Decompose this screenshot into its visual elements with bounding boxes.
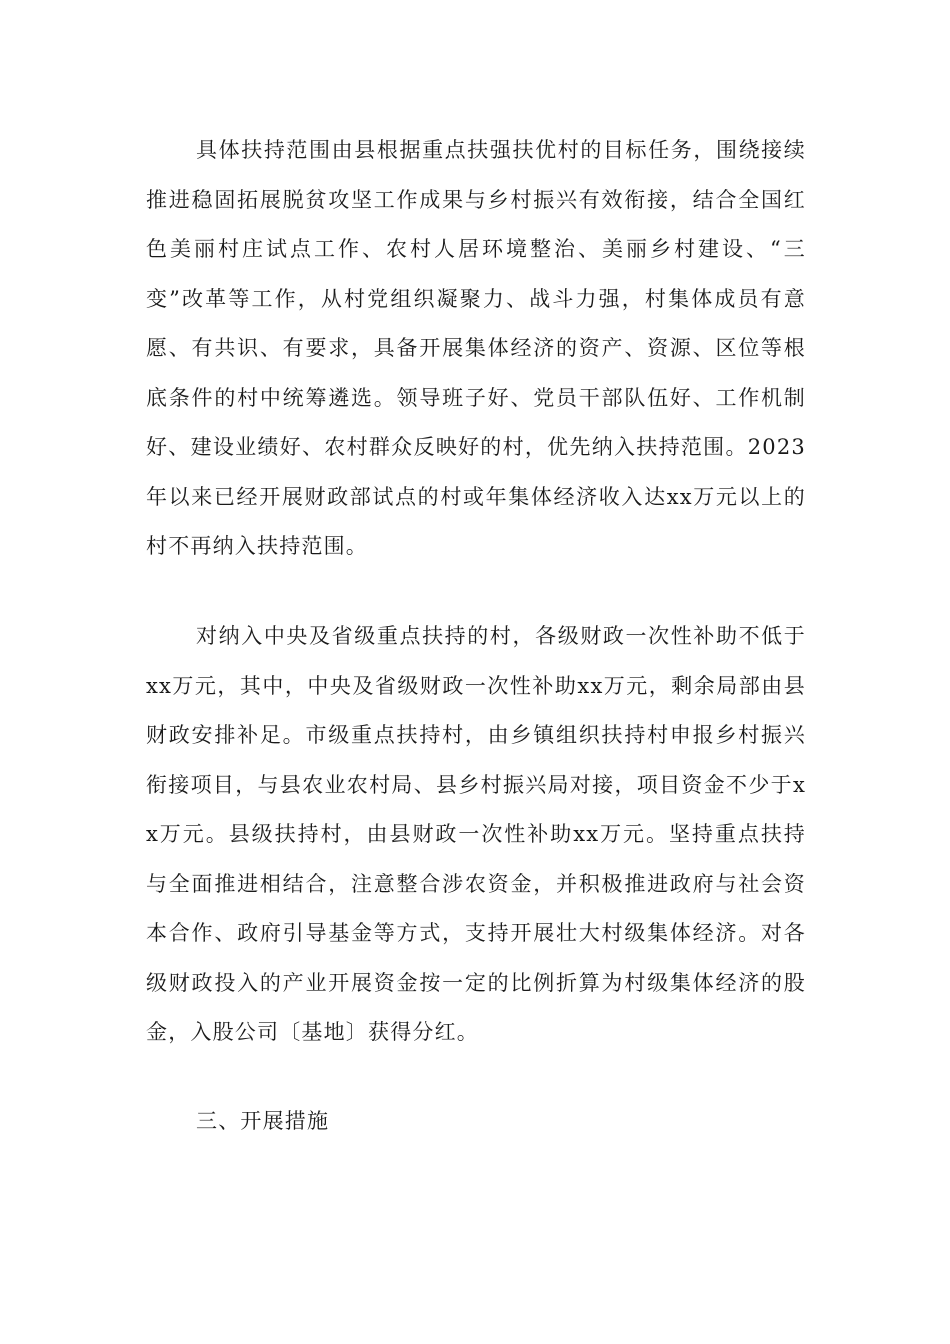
paragraph-support-scope: 具体扶持范围由县根据重点扶强扶优村的目标任务，围绕接续推进稳固拓展脱贫攻坚工作成果与乡村振兴有效衔接，结合全国红色美丽村庄试点工作、农村人居环境整治、美丽乡村建设、“三变”改革等工作，从村党组织凝聚力、战斗力强，村集体成员有意愿、有共识、有要求，具备开展集体经济的资产、资源、区位等根底条件的村中统筹遴选。领导班子好、党员干部队伍好、工作机制好、建设业绩好、农村群众反映好的村，优先纳入扶持范围。2023年以来已经开展财政部试点的村或年集体经济收入达xx万元以上的村不再纳入扶持范围。 xyxy=(146,138,806,558)
paragraph-financial-subsidy: 对纳入中央及省级重点扶持的村，各级财政一次性补助不低于xx万元，其中，中央及省级财政一次性补助xx万元，剩余局部由县财政安排补足。市级重点扶持村，由乡镇组织扶持村申报乡村振兴衔接项目，与县农业农村局、县乡村振兴局对接，项目资金不少于xx万元。县级扶持村，由县财政一次性补助xx万元。坚持重点扶持与全面推进相结合，注意整合涉农资金，并积极推进政府与社会资本合作、政府引导基金等方式，支持开展壮大村级集体经济。对各级财政投入的产业开展资金按一定的比例折算为村级集体经济的股金，入股公司〔基地〕获得分红。 xyxy=(146,624,806,1044)
section-heading: 三、开展措施 xyxy=(196,1109,330,1133)
